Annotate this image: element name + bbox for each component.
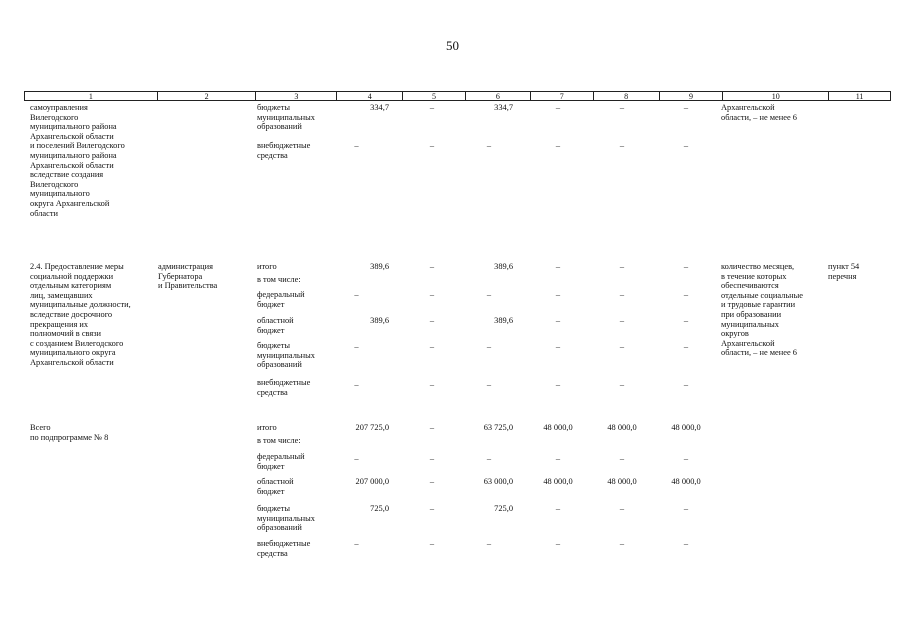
block2-row4-c9: – xyxy=(683,342,689,351)
block3-row3-c7: 48 000,0 xyxy=(543,477,573,486)
block2-row3-c7: – xyxy=(555,316,561,325)
header-col-3: 3 xyxy=(256,92,337,100)
header-col-1: 1 xyxy=(25,92,158,100)
block3-row4-c7: – xyxy=(555,504,561,513)
block1-row0-c5: – xyxy=(429,103,435,112)
block2-row2-c6: – xyxy=(486,290,492,299)
block2-row5-c9: – xyxy=(683,380,689,389)
block1-row0-c9: – xyxy=(683,103,689,112)
header-col-4: 4 xyxy=(337,92,403,100)
block2-row4-c4: – xyxy=(354,342,359,351)
block3-source-3: областной бюджет xyxy=(257,477,294,496)
block2-row5-c7: – xyxy=(555,380,561,389)
block3-row5-c9: – xyxy=(683,539,689,548)
block3-row5-c6: – xyxy=(486,539,492,548)
block3-source-2: федеральный бюджет xyxy=(257,452,305,471)
block3-row5-c7: – xyxy=(555,539,561,548)
block2-row5-c6: – xyxy=(486,380,492,389)
block3-row0-c9: 48 000,0 xyxy=(671,423,701,432)
block3-row0-c5: – xyxy=(429,423,435,432)
header-col-2: 2 xyxy=(158,92,257,100)
block3-row4-c8: – xyxy=(619,504,625,513)
block3-row4-c9: – xyxy=(683,504,689,513)
block3-row0-c8: 48 000,0 xyxy=(607,423,637,432)
block2-row4-c8: – xyxy=(619,342,625,351)
block3-col1-text: Всего по подпрограмме № 8 xyxy=(30,423,109,442)
header-col-11: 11 xyxy=(855,92,864,101)
block2-source-0: итого xyxy=(257,262,277,271)
block3-row5-c5: – xyxy=(429,539,435,548)
block2-source-2: федеральный бюджет xyxy=(257,290,305,309)
block2-row0-c6: 389,6 xyxy=(494,262,513,271)
block1-indicator: Архангельской области, – не менее 6 xyxy=(721,103,797,122)
block2-row0-c8: – xyxy=(619,262,625,271)
block2-row5-c8: – xyxy=(619,380,625,389)
block3-source-1: в том числе: xyxy=(257,436,301,445)
block3-row4-c6: 725,0 xyxy=(494,504,513,513)
block2-row0-c5: – xyxy=(429,262,435,271)
block1-source-1: внебюджетные средства xyxy=(257,141,311,160)
block3-row5-c4: – xyxy=(354,539,359,548)
page-number: 50 xyxy=(446,38,459,53)
block2-row5-c4: – xyxy=(354,380,359,389)
block3-row2-c9: – xyxy=(683,454,689,463)
block3-source-5: внебюджетные средства xyxy=(257,539,311,558)
block1-row1-c5: – xyxy=(429,141,435,150)
block2-source-1: в том числе: xyxy=(257,275,301,284)
block3-row2-c6: – xyxy=(486,454,492,463)
block3-row2-c4: – xyxy=(354,454,359,463)
block3-row5-c8: – xyxy=(619,539,625,548)
block3-row3-c4: 207 000,0 xyxy=(355,477,389,486)
header-col-9: 9 xyxy=(660,92,724,100)
block2-indicator: количество месяцев, в течение которых обеспечиваются отдельные социальные и трудовые гарантии при образовании муниципальных округов Архангельской области, – не менее 6 xyxy=(721,262,804,358)
block2-row3-c5: – xyxy=(429,316,435,325)
block3-source-4: бюджеты муниципальных образований xyxy=(257,504,315,533)
block3-row2-c7: – xyxy=(555,454,561,463)
block3-row0-c4: 207 725,0 xyxy=(355,423,389,432)
block2-row2-c4: – xyxy=(354,290,359,299)
block2-col1-text: 2.4. Предоставление меры социальной поддержки отдельным категориям лиц, замещавших муниципальные должности, вследствие досрочного прекращения их полномочий в связи с созданием Вилегодского муниципального округа Архангельской области xyxy=(30,262,131,367)
block1-row0-c6: 334,7 xyxy=(494,103,513,112)
block1-row1-c9: – xyxy=(683,141,689,150)
header-col-5: 5 xyxy=(403,92,466,100)
header-col-7: 7 xyxy=(531,92,594,100)
header-col-8: 8 xyxy=(594,92,660,100)
block2-row3-c4: 389,6 xyxy=(370,316,389,325)
block3-row3-c9: 48 000,0 xyxy=(671,477,701,486)
block3-source-0: итого xyxy=(257,423,277,432)
block2-row2-c8: – xyxy=(619,290,625,299)
block1-col1-text: самоуправления Вилегодского муниципального района Архангельской области и поселений Вилегодского муниципального района Архангельской области вследствие создания Вилегодского муниципального округа Архангельской области xyxy=(30,103,125,218)
block1-source-0: бюджеты муниципальных образований xyxy=(257,103,315,132)
block2-source-5: внебюджетные средства xyxy=(257,378,311,397)
block3-row4-c4: 725,0 xyxy=(370,504,389,513)
block3-row0-c6: 63 725,0 xyxy=(483,423,513,432)
block2-row0-c4: 389,6 xyxy=(370,262,389,271)
block2-row3-c6: 389,6 xyxy=(494,316,513,325)
block2-row4-c6: – xyxy=(486,342,492,351)
block3-row3-c5: – xyxy=(429,477,435,486)
block2-row4-c7: – xyxy=(555,342,561,351)
block2-row2-c7: – xyxy=(555,290,561,299)
block1-row1-c6: – xyxy=(486,141,492,150)
block1-row0-c8: – xyxy=(619,103,625,112)
block1-row1-c8: – xyxy=(619,141,625,150)
block2-row3-c9: – xyxy=(683,316,689,325)
block1-row0-c7: – xyxy=(555,103,561,112)
header-col-10: 10 xyxy=(723,92,829,100)
block2-row0-c7: – xyxy=(555,262,561,271)
block1-row0-c4: 334,7 xyxy=(370,103,389,112)
block1-row1-c7: – xyxy=(555,141,561,150)
block3-row3-c8: 48 000,0 xyxy=(607,477,637,486)
block3-row2-c5: – xyxy=(429,454,435,463)
block2-row4-c5: – xyxy=(429,342,435,351)
block3-row2-c8: – xyxy=(619,454,625,463)
block2-responsible: администрация Губернатора и Правительства xyxy=(158,262,218,291)
block2-row0-c9: – xyxy=(683,262,689,271)
block2-row3-c8: – xyxy=(619,316,625,325)
header-col-6: 6 xyxy=(466,92,531,100)
block2-row2-c9: – xyxy=(683,290,689,299)
block2-row2-c5: – xyxy=(429,290,435,299)
block3-row0-c7: 48 000,0 xyxy=(543,423,573,432)
column-number-header xyxy=(24,91,891,101)
block2-row5-c5: – xyxy=(429,380,435,389)
block3-row3-c6: 63 000,0 xyxy=(483,477,513,486)
block3-row4-c5: – xyxy=(429,504,435,513)
block2-source-3: областной бюджет xyxy=(257,316,294,335)
block2-source-4: бюджеты муниципальных образований xyxy=(257,341,315,370)
block2-reference: пункт 54 перечня xyxy=(828,262,860,281)
block1-row1-c4: – xyxy=(354,141,359,150)
